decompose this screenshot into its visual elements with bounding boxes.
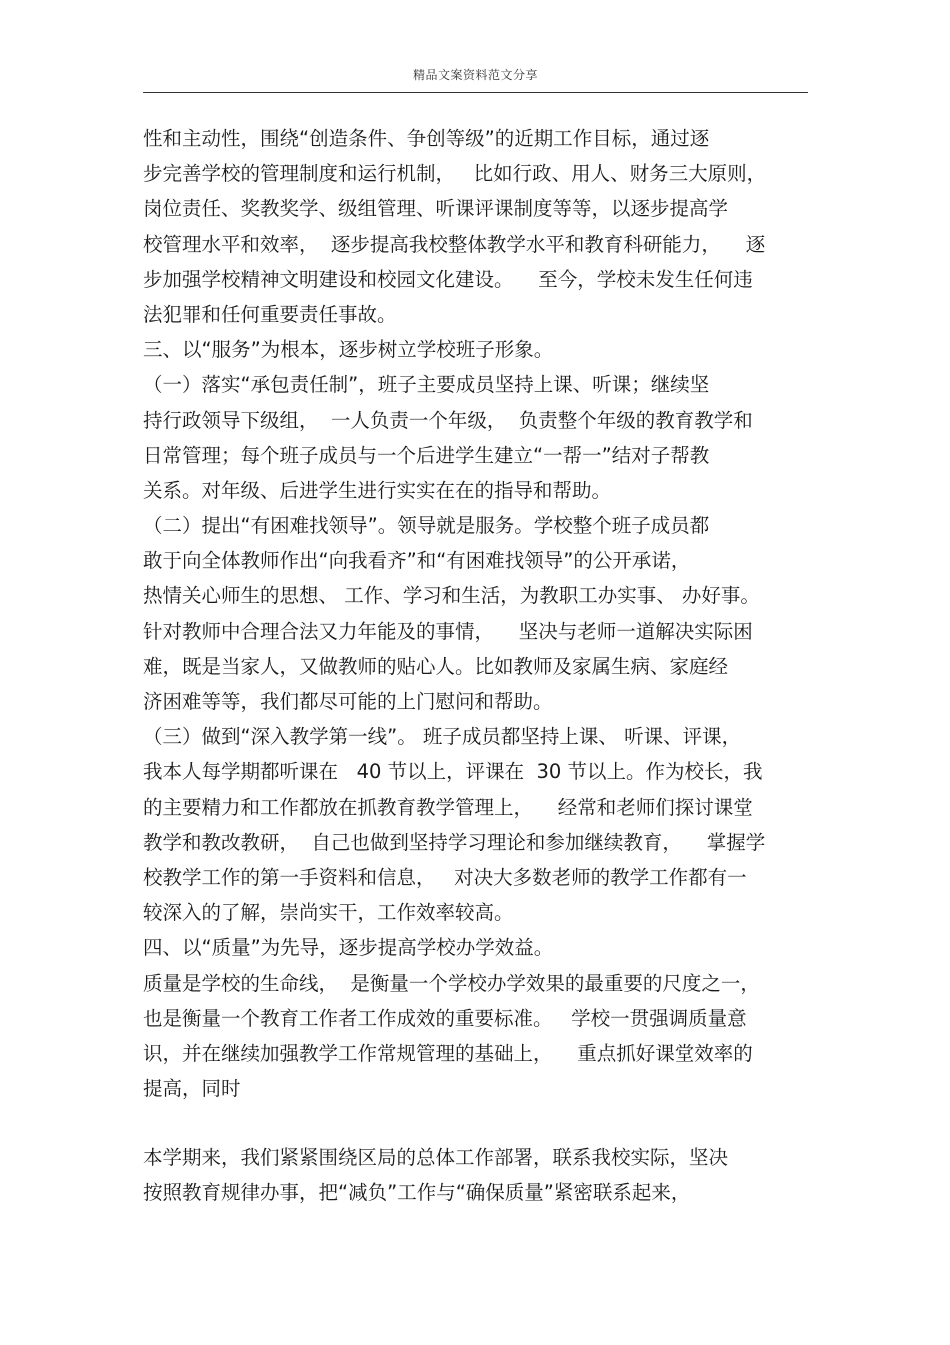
paragraph-line: 法犯罪和任何重要责任事故。 [143,302,397,326]
paragraph-line: 针对教师中合理合法又力年能及的事情， 坚决与老师一道解决实际困 [143,619,753,643]
paragraph-line: 步加强学校精神文明建设和校园文化建设。 至今，学校未发生任何违 [143,267,753,291]
paragraph-line: 校管理水平和效率， 逐步提高我校整体教学水平和教育科研能力， 逐 [143,232,766,256]
paragraph-line: 步完善学校的管理制度和运行机制， 比如行政、用人、财务三大原则， [143,162,767,186]
paragraph-line: 性和主动性，围绕“创造条件、争创等级”的近期工作目标，通过逐 [143,127,710,150]
paragraph-line: 日常管理；每个班子成员与一个后进学生建立“一帮一”结对子帮教 [143,443,710,467]
paragraph-line: 本学期来，我们紧紧围绕区局的总体工作部署，联系我校实际，坚决 [143,1146,729,1169]
paragraph-line: 难，既是当家人，又做教师的贴心人。比如教师及家属生病、家庭经 [143,654,729,678]
body-text-main [143,121,813,1106]
paragraph-line: 提高，同时 [143,1077,241,1101]
paragraph-line: 按照教育规律办事，把“减负”工作与“确保质量”紧密联系起来， [143,1181,691,1205]
paragraph-line: 我本人每学期都听课在 40 节以上，评课在 30 节以上。作为校长，我 [143,760,763,784]
paragraph-line: 持行政领导下级组， 一人负责一个年级， 负责整个年级的教育教学和 [143,408,753,432]
page-header: 精品文案资料范文分享 [412,68,538,82]
paragraph-line: 的主要精力和工作都放在抓教育教学管理上， 经常和老师们探讨课堂 [143,795,753,819]
paragraph-line: 热情关心师生的思想、 工作、学习和生活，为教职工办实事、 办好事。 [143,584,760,608]
body-text-continued [143,1140,813,1210]
paragraph-line: 济困难等等，我们都尽可能的上门慰问和帮助。 [143,690,553,713]
header-divider [143,92,808,93]
paragraph-line: 敢于向全体教师作出“向我看齐”和“有困难找领导”的公开承诺， [143,549,691,573]
paragraph-line: 较深入的了解，崇尚实干，工作效率较高。 [143,901,514,925]
paragraph-line: 四、以“质量”为先导，逐步提高学校办学效益。 [143,936,554,960]
paragraph-line: 识，并在继续加强教学工作常规管理的基础上， 重点抓好课堂效率的 [143,1041,753,1065]
paragraph-line: 也是衡量一个教育工作者工作成效的重要标准。 学校一贯强调质量意 [143,1006,747,1030]
paragraph-line: 三、以“服务”为根本，逐步树立学校班子形象。 [143,338,554,362]
paragraph-line: 质量是学校的生命线， 是衡量一个学校办学效果的最重要的尺度之一， [143,971,760,995]
paragraph-line: 岗位责任、奖教奖学、级组管理、听课评课制度等等，以逐步提高学 [143,197,729,221]
paragraph-line: 校教学工作的第一手资料和信息， 对决大多数老师的教学工作都有一 [143,865,747,889]
paragraph-line: （一）落实“承包责任制”，班子主要成员坚持上课、听课；继续坚 [143,373,710,397]
paragraph-line: 关系。对年级、后进学生进行实实在在的指导和帮助。 [143,478,612,502]
paragraph-line: （二）提出“有困难找领导”。领导就是服务。学校整个班子成员都 [143,514,710,538]
paragraph-line: 教学和教改教研， 自己也做到坚持学习理论和参加继续教育， 掌握学 [143,830,766,854]
paragraph-line: （三）做到“深入教学第一线”。 班子成员都坚持上课、 听课、评课， [143,725,742,749]
